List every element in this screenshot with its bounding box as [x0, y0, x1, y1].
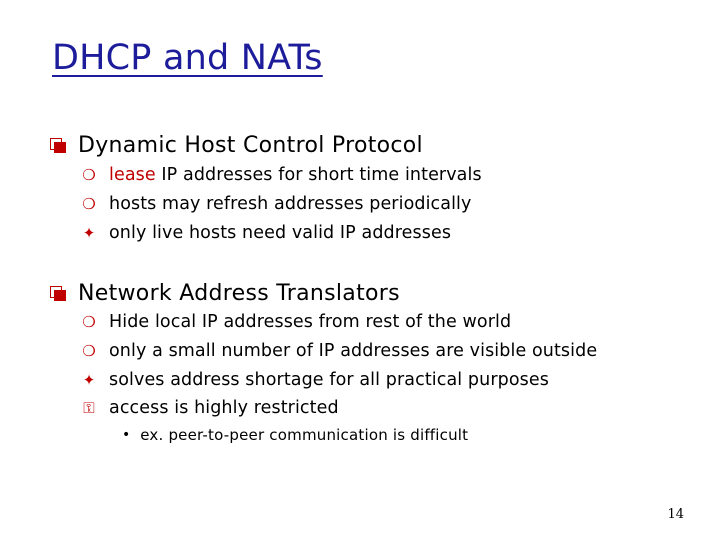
page-number: 14: [667, 507, 684, 522]
section-heading: Network Address Translators: [78, 281, 400, 306]
list-item: [82, 312, 511, 332]
list-item: [82, 194, 471, 214]
list-item-text: only live hosts need valid IP addresses: [109, 223, 452, 243]
sub-list-item: [122, 426, 468, 444]
list-item: [82, 223, 451, 243]
dot-bullet-icon: •: [122, 427, 131, 443]
list-item: [82, 341, 597, 361]
sub-list-item-text: ex. peer-to-peer communication is difficult: [140, 426, 469, 444]
m-bullet-icon: ❍: [82, 312, 96, 331]
key-bullet-icon: ⚿: [83, 398, 95, 417]
list-item-text: solves address shortage for all practical purposes: [109, 370, 549, 390]
square-bullet-icon: [50, 138, 66, 153]
square-bullet-icon: [50, 286, 66, 301]
list-item-text: only a small number of IP addresses are visible outside: [109, 341, 598, 361]
list-item: [82, 370, 549, 390]
cross-bullet-icon: ✦: [82, 370, 96, 389]
list-item: [82, 165, 482, 185]
section-nat: [50, 281, 400, 306]
list-item: [82, 398, 339, 418]
list-item-text: access is highly restricted: [109, 398, 339, 418]
m-bullet-icon: ❍: [82, 194, 96, 213]
section-dhcp: [50, 133, 423, 158]
list-item-text: lease IP addresses for short time intervals: [109, 165, 482, 185]
section-heading: Dynamic Host Control Protocol: [78, 133, 423, 158]
m-bullet-icon: ❍: [82, 341, 96, 360]
list-item-text: hosts may refresh addresses periodically: [109, 194, 472, 214]
cross-bullet-icon: ✦: [82, 223, 96, 242]
accent-text: lease: [109, 165, 156, 185]
m-bullet-icon: ❍: [82, 165, 96, 184]
list-item-text: Hide local IP addresses from rest of the world: [109, 312, 512, 332]
slide-title: DHCP and NATs: [52, 38, 323, 78]
